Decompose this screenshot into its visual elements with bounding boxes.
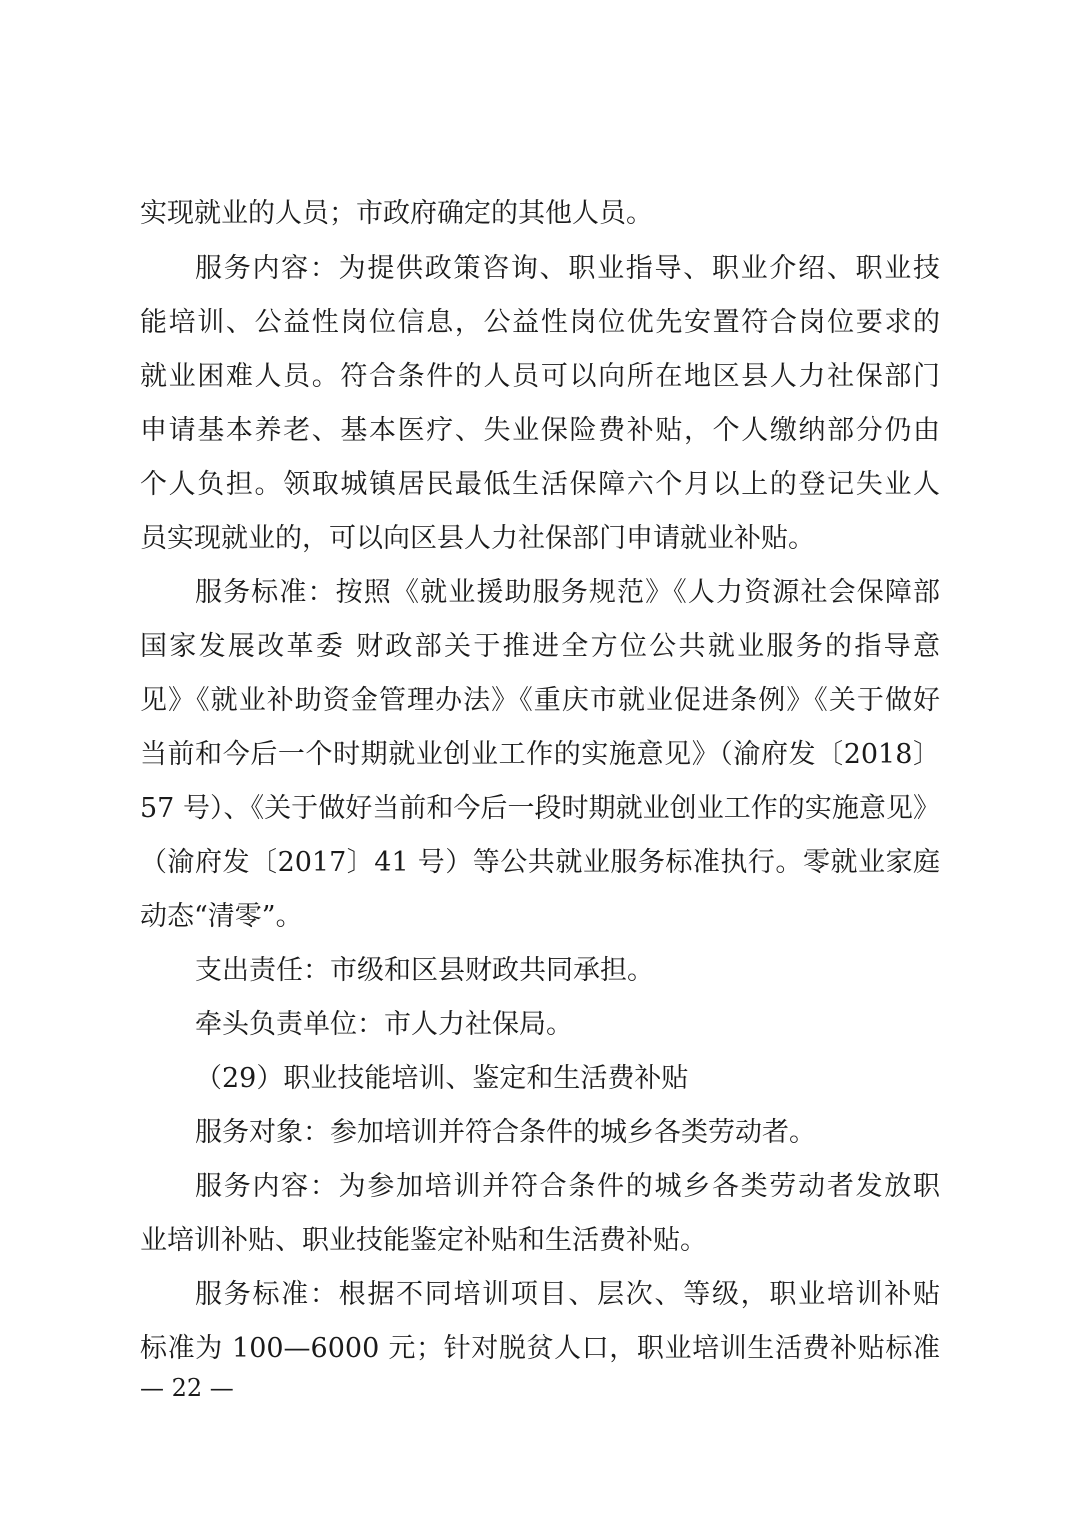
text-line: 动态“清零”。 (140, 901, 303, 932)
text-line: 服务标准：按照《就业援助服务规范》《人力资源社会保障部 (195, 577, 940, 608)
section-heading: （29）职业技能培训、鉴定和生活费补贴 (195, 1063, 689, 1094)
text-line: 申请基本养老、基本医疗、失业保险费补贴，个人缴纳部分仍由 (140, 415, 940, 446)
text-line: 支出责任：市级和区县财政共同承担。 (195, 955, 654, 986)
text-line: 57 号）、《关于做好当前和今后一段时期就业创业工作的实施意见》 (140, 793, 940, 824)
text-line: 牵头负责单位：市人力社保局。 (195, 1009, 573, 1040)
text-line: 员实现就业的，可以向区县人力社保部门申请就业补贴。 (140, 523, 815, 554)
text-line: 见》《就业补助资金管理办法》《重庆市就业促进条例》《关于做好 (140, 685, 940, 716)
text-line: 业培训补贴、职业技能鉴定补贴和生活费补贴。 (140, 1225, 707, 1256)
text-line: 服务标准：根据不同培训项目、层次、等级，职业培训补贴 (195, 1279, 940, 1310)
text-line: 当前和今后一个时期就业创业工作的实施意见》（渝府发〔2018〕 (140, 739, 940, 770)
text-line: （渝府发〔2017〕41 号）等公共就业服务标准执行。零就业家庭 (140, 847, 940, 878)
text-line: 服务对象：参加培训并符合条件的城乡各类劳动者。 (195, 1117, 816, 1148)
text-line: 个人负担。领取城镇居民最低生活保障六个月以上的登记失业人 (140, 469, 940, 500)
text-line: 服务内容：为提供政策咨询、职业指导、职业介绍、职业技 (195, 253, 940, 284)
text-line: 国家发展改革委 财政部关于推进全方位公共就业服务的指导意 (140, 631, 940, 662)
text-line: 能培训、公益性岗位信息，公益性岗位优先安置符合岗位要求的 (140, 307, 940, 338)
text-line: 服务内容：为参加培训并符合条件的城乡各类劳动者发放职 (195, 1171, 940, 1202)
page-number: — 22 — (140, 1374, 234, 1402)
text-line: 标准为 100—6000 元；针对脱贫人口，职业培训生活费补贴标准 (140, 1333, 940, 1364)
text-line: 就业困难人员。符合条件的人员可以向所在地区县人力社保部门 (140, 361, 940, 392)
text-line: 实现就业的人员；市政府确定的其他人员。 (140, 198, 653, 229)
